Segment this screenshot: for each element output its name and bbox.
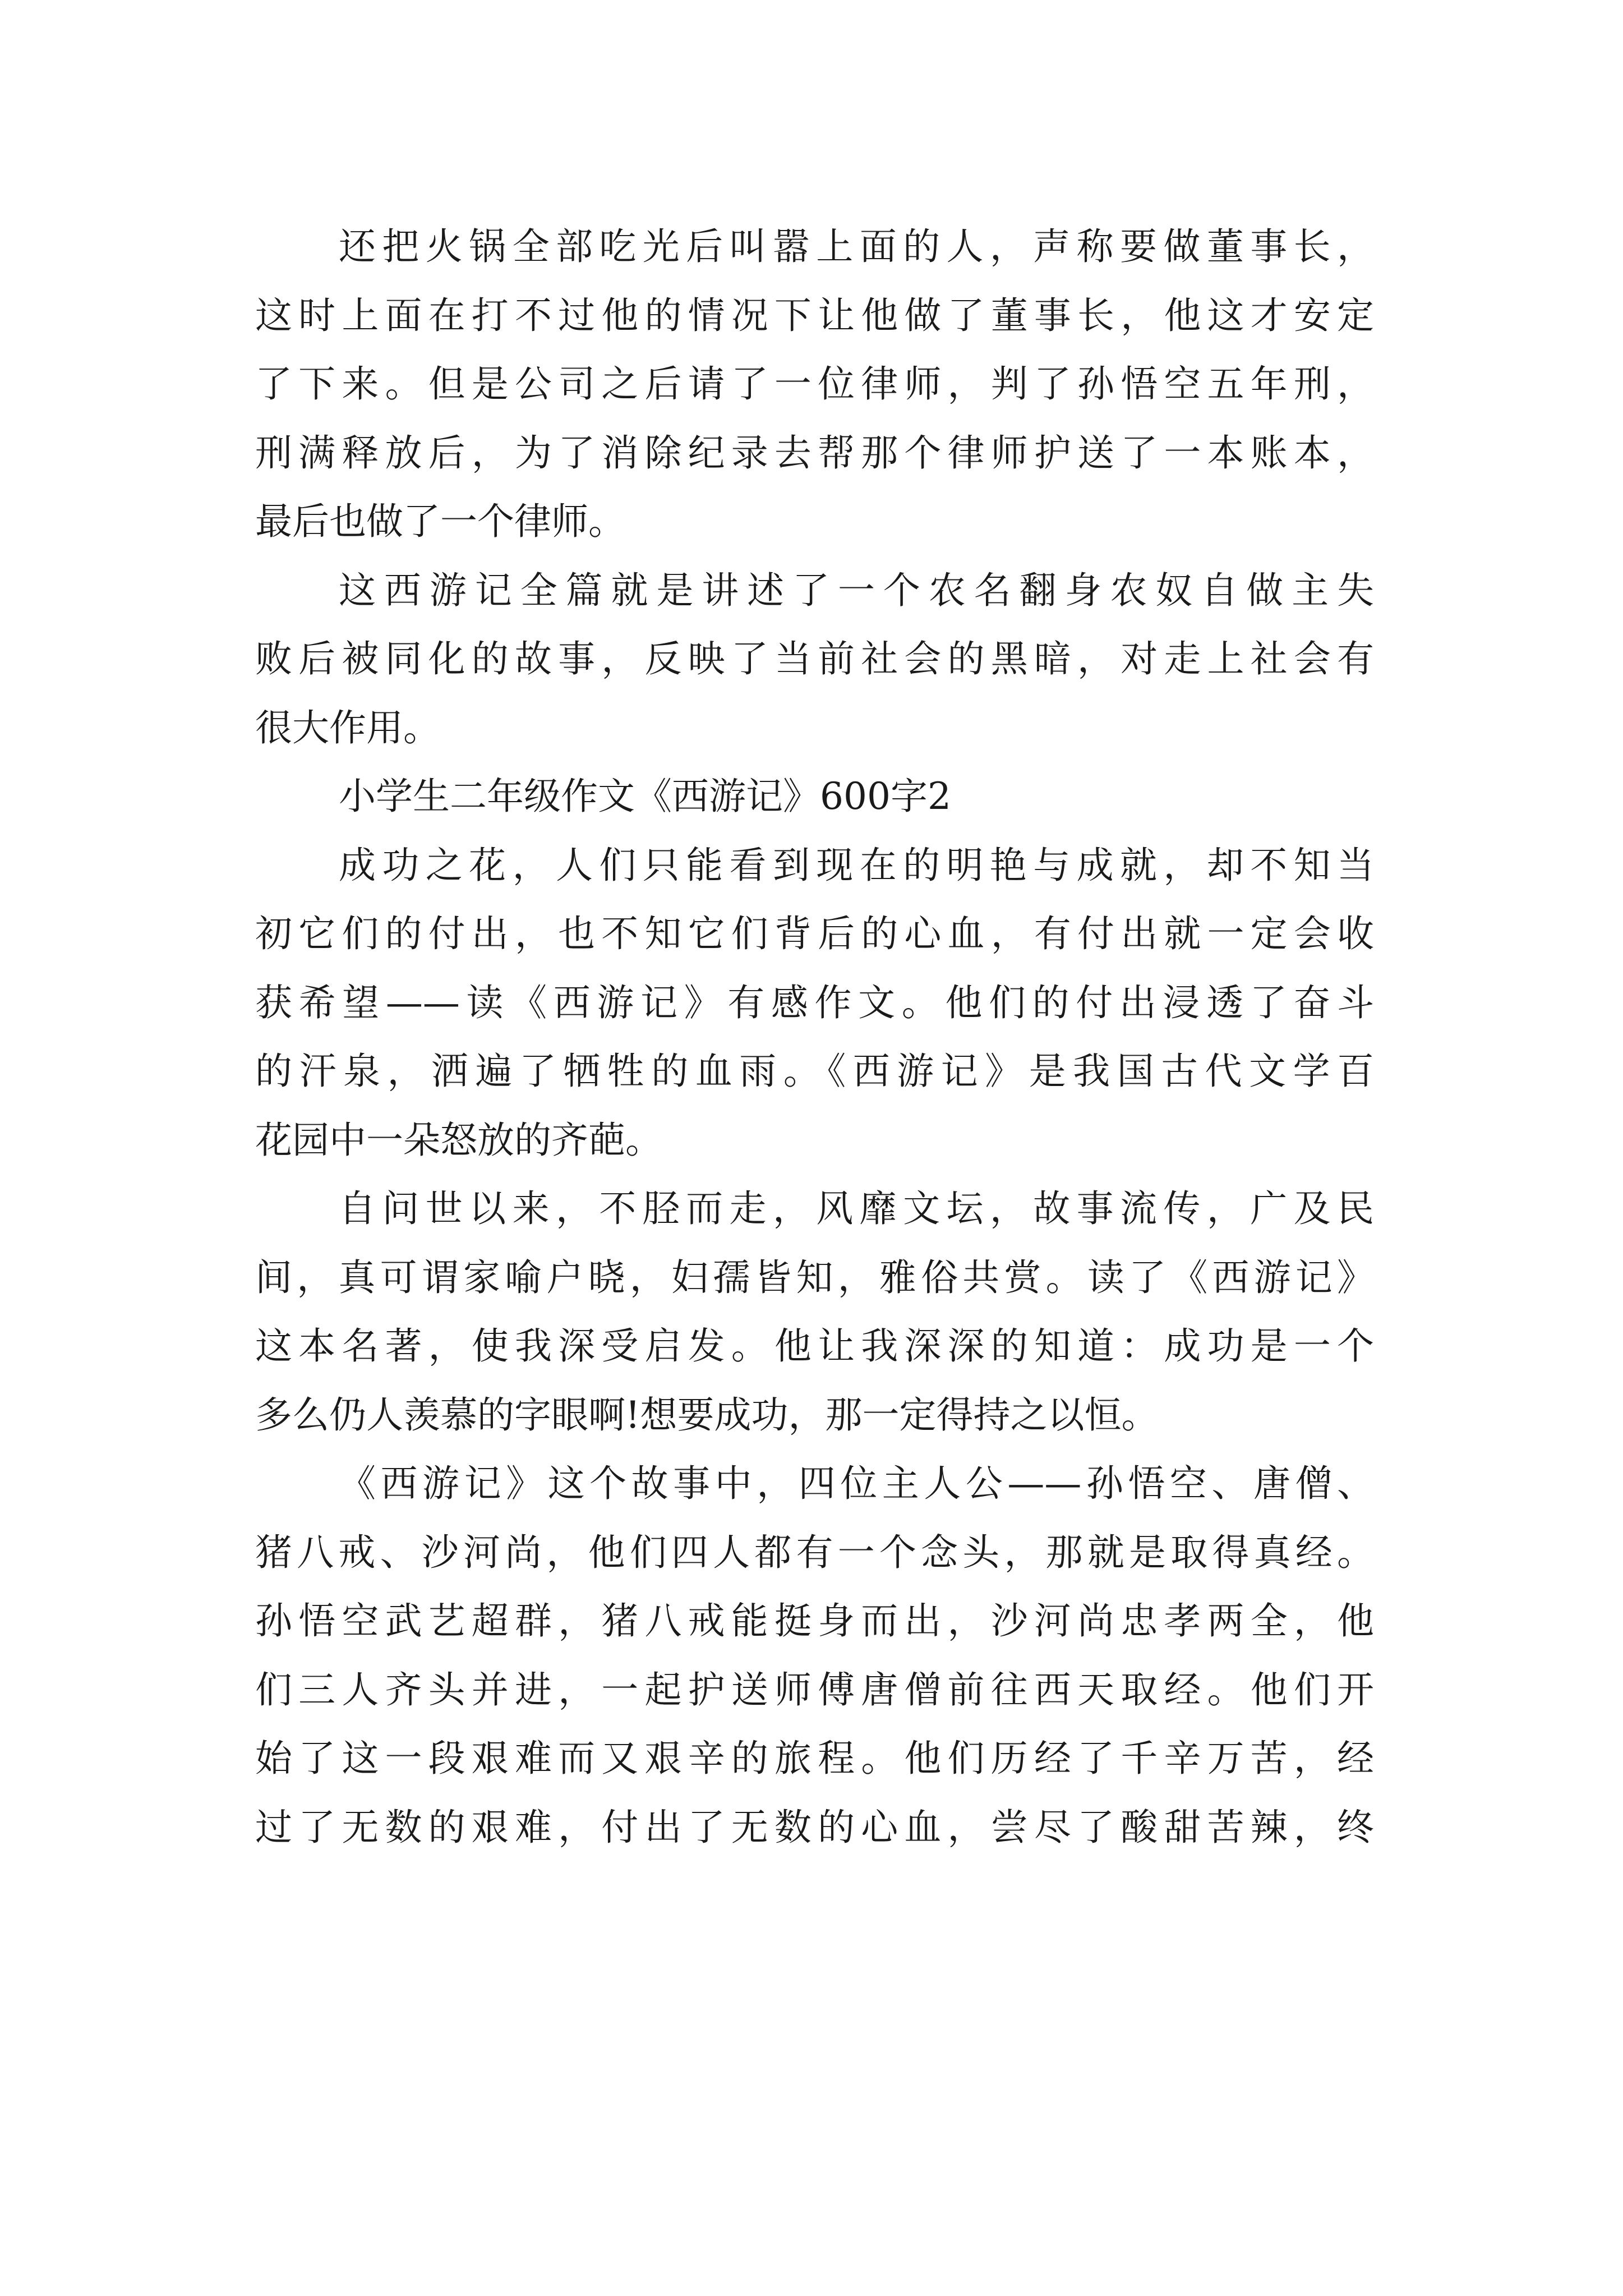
essay-title: 小学生二年级作文《西游记》600字2 [339, 775, 951, 818]
paragraph-4-line-1: 自问世以来，不胫而走，风靡文坛，故事流传，广及民 [339, 1187, 1374, 1230]
paragraph-4-line-4: 多么仍人羡慕的字眼啊!想要成功，那一定得持之以恒。 [255, 1393, 1159, 1437]
paragraph-1-line-5: 最后也做了一个律师。 [255, 500, 625, 543]
paragraph-1-line-1: 还把火锅全部吃光后叫嚣上面的人，声称要做董事长， [339, 225, 1374, 268]
paragraph-3-line-2: 初它们的付出，也不知它们背后的心血，有付出就一定会收 [255, 912, 1374, 955]
paragraph-5-line-1: 《西游记》这个故事中，四位主人公——孙悟空、唐僧、 [339, 1462, 1374, 1505]
paragraph-5-line-6: 过了无数的艰难，付出了无数的心血，尝尽了酸甜苦辣，终 [255, 1806, 1374, 1849]
paragraph-2-line-2: 败后被同化的故事，反映了当前社会的黑暗，对走上社会有 [255, 637, 1374, 680]
paragraph-3-line-4: 的汗泉，洒遍了牺牲的血雨。《西游记》是我国古代文学百 [255, 1050, 1374, 1093]
paragraph-5-line-3: 孙悟空武艺超群，猪八戒能挺身而出，沙河尚忠孝两全，他 [255, 1599, 1374, 1642]
paragraph-1-line-4: 刑满释放后，为了消除纪录去帮那个律师护送了一本账本， [255, 431, 1374, 475]
paragraph-3-line-1: 成功之花，人们只能看到现在的明艳与成就，却不知当 [339, 844, 1374, 887]
paragraph-1-line-3: 了下来。但是公司之后请了一位律师，判了孙悟空五年刑， [255, 362, 1374, 406]
paragraph-3-line-3: 获希望——读《西游记》有感作文。他们的付出浸透了奋斗 [255, 981, 1374, 1024]
paragraph-5-line-4: 们三人齐头并进，一起护送师傅唐僧前往西天取经。他们开 [255, 1668, 1374, 1711]
paragraph-1-line-2: 这时上面在打不过他的情况下让他做了董事长，他这才安定 [255, 294, 1374, 337]
paragraph-2-line-3: 很大作用。 [255, 706, 440, 749]
paragraph-5-line-5: 始了这一段艰难而又艰辛的旅程。他们历经了千辛万苦，经 [255, 1737, 1374, 1780]
paragraph-2-line-1: 这西游记全篇就是讲述了一个农名翻身农奴自做主失 [339, 569, 1374, 612]
paragraph-3-line-5: 花园中一朵怒放的齐葩。 [255, 1119, 662, 1162]
paragraph-5-line-2: 猪八戒、沙河尚，他们四人都有一个念头，那就是取得真经。 [255, 1531, 1374, 1574]
paragraph-4-line-2: 间，真可谓家喻户晓，妇孺皆知，雅俗共赏。读了《西游记》 [255, 1256, 1374, 1299]
paragraph-4-line-3: 这本名著，使我深受启发。他让我深深的知道：成功是一个 [255, 1324, 1374, 1368]
